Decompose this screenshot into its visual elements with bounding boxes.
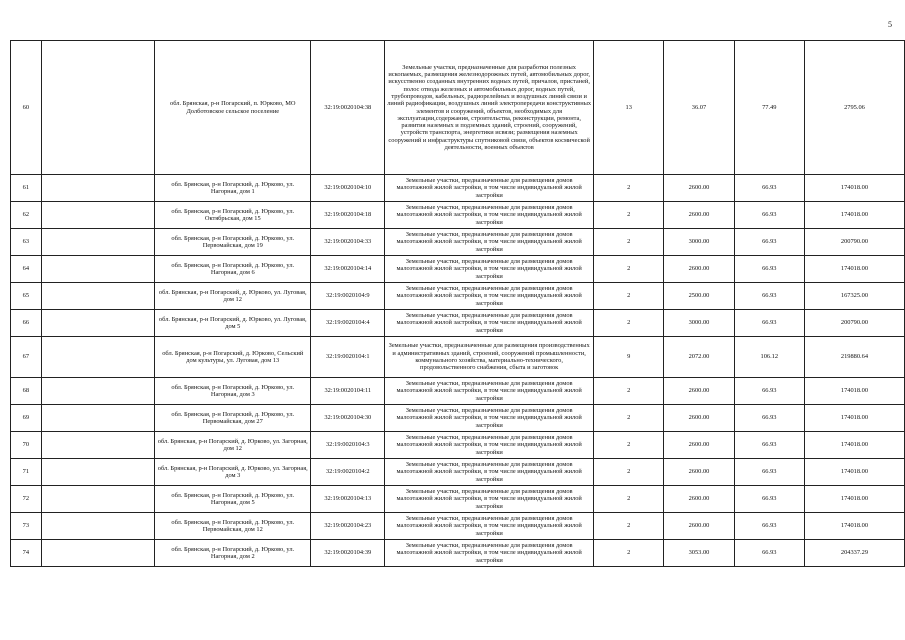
table-row <box>11 310 905 337</box>
area-cell: 3000.00 <box>664 310 734 337</box>
address-cell: обл. Брянская, р-н Погарский, д. Юрково, ул. Нагорная, дом 6 <box>155 256 311 283</box>
table-row <box>11 432 905 459</box>
area-cell: 2600.00 <box>664 432 734 459</box>
area-cell: 36.07 <box>664 41 734 175</box>
address-cell: обл. Брянская, р-н Погарский, п. Юрково, МО Долботовское сельское поселение <box>155 41 311 175</box>
cadastral-value-cell: 174018.00 <box>804 202 904 229</box>
purpose-cell: Земельные участки, предназначенные для размещения домов малоэтажной жилой застройки, в том числе индивидуальной жилой застройки <box>385 540 594 567</box>
table-row <box>11 513 905 540</box>
type-code-cell: 2 <box>594 486 664 513</box>
row-number-cell: 60 <box>11 41 42 175</box>
spacer-cell <box>41 337 154 378</box>
table-row <box>11 256 905 283</box>
type-code-cell: 9 <box>594 337 664 378</box>
purpose-cell: Земельные участки, предназначенные для разработки полезных ископаемых, размещения железнодорожных путей, автомобильных дорог, искусственно созданных внутренних водных путей, причалов, пристаней, полос отвода железных и автомобильных дорог, водных путей, трубопроводов, кабельных, радиорелейных и воздушных линий связи и линий радиофикации, воздушных линий электропередачи конструктивных элементов и сооружений, объектов, необходимых для эксплуатации,содержания, строительства, реконструкции, ремонта, развития наземных и подземных зданий, строений, сооружений, устройств транспорта, энергетики исвязи; размещения наземных сооружений и инфраструктуры спутниковой связи, объектов космической деятельности, военных объектов <box>385 41 594 175</box>
cadastral-number-cell: 32:19:0020104:33 <box>311 229 385 256</box>
rate-cell: 77.49 <box>734 41 804 175</box>
table-row <box>11 229 905 256</box>
address-cell: обл. Брянская, р-н Погарский, д. Юрково, ул. Загорная, дом 3 <box>155 459 311 486</box>
cadastral-number-cell: 32:19:0020104:39 <box>311 540 385 567</box>
row-number-cell: 62 <box>11 202 42 229</box>
address-cell: обл. Брянская, р-н Погарский, д. Юрково, ул. Луговая, дом 5 <box>155 310 311 337</box>
cadastral-value-cell: 174018.00 <box>804 432 904 459</box>
purpose-cell: Земельные участки, предназначенные для размещения производственных и административных зданий, строений, сооружений промышленности, коммунального хозяйства, материально-технического, продовольственного снабжения, сбыта и заготовок <box>385 337 594 378</box>
address-cell: обл. Брянская, р-н Погарский, д. Юрково, ул. Загорная, дом 12 <box>155 432 311 459</box>
area-cell: 2600.00 <box>664 202 734 229</box>
cadastral-value-cell: 174018.00 <box>804 378 904 405</box>
type-code-cell: 2 <box>594 405 664 432</box>
spacer-cell <box>41 459 154 486</box>
type-code-cell: 2 <box>594 283 664 310</box>
area-cell: 2072.00 <box>664 337 734 378</box>
table-row <box>11 337 905 378</box>
rate-cell: 66.93 <box>734 405 804 432</box>
rate-cell: 66.93 <box>734 256 804 283</box>
type-code-cell: 2 <box>594 540 664 567</box>
cadastral-value-cell: 2795.06 <box>804 41 904 175</box>
cadastral-value-cell: 219880.64 <box>804 337 904 378</box>
address-cell: обл. Брянская, р-н Погарский, д. Юрково, ул. Нагорная, дом 2 <box>155 540 311 567</box>
table-row <box>11 41 905 175</box>
rate-cell: 66.93 <box>734 283 804 310</box>
rate-cell: 66.93 <box>734 310 804 337</box>
cadastral-value-cell: 167325.00 <box>804 283 904 310</box>
type-code-cell: 2 <box>594 378 664 405</box>
address-cell: обл. Брянская, р-н Погарский, д. Юрково, ул. Нагорная, дом 3 <box>155 378 311 405</box>
cadastral-value-cell: 200790.00 <box>804 229 904 256</box>
row-number-cell: 61 <box>11 175 42 202</box>
rate-cell: 66.93 <box>734 513 804 540</box>
row-number-cell: 68 <box>11 378 42 405</box>
type-code-cell: 2 <box>594 256 664 283</box>
rate-cell: 66.93 <box>734 486 804 513</box>
spacer-cell <box>41 175 154 202</box>
cadastral-value-cell: 174018.00 <box>804 405 904 432</box>
area-cell: 2600.00 <box>664 486 734 513</box>
type-code-cell: 2 <box>594 229 664 256</box>
row-number-cell: 66 <box>11 310 42 337</box>
cadastral-number-cell: 32:19:0020104:2 <box>311 459 385 486</box>
spacer-cell <box>41 486 154 513</box>
table-row <box>11 283 905 310</box>
table-row <box>11 405 905 432</box>
table-body <box>11 41 905 567</box>
table-row <box>11 459 905 486</box>
spacer-cell <box>41 513 154 540</box>
area-cell: 2600.00 <box>664 175 734 202</box>
address-cell: обл. Брянская, р-н Погарский, д. Юрково, ул. Первомайская, дом 12 <box>155 513 311 540</box>
spacer-cell <box>41 540 154 567</box>
rate-cell: 66.93 <box>734 175 804 202</box>
row-number-cell: 65 <box>11 283 42 310</box>
type-code-cell: 2 <box>594 459 664 486</box>
purpose-cell: Земельные участки, предназначенные для размещения домов малоэтажной жилой застройки, в том числе индивидуальной жилой застройки <box>385 459 594 486</box>
address-cell: обл. Брянская, р-н Погарский, д. Юрково, ул. Нагорная, дом 1 <box>155 175 311 202</box>
rate-cell: 66.93 <box>734 540 804 567</box>
spacer-cell <box>41 310 154 337</box>
cadastral-value-cell: 204337.29 <box>804 540 904 567</box>
cadastral-number-cell: 32:19:0020104:9 <box>311 283 385 310</box>
type-code-cell: 2 <box>594 513 664 540</box>
purpose-cell: Земельные участки, предназначенные для размещения домов малоэтажной жилой застройки, в том числе индивидуальной жилой застройки <box>385 513 594 540</box>
cadastral-value-cell: 174018.00 <box>804 459 904 486</box>
table-row <box>11 175 905 202</box>
area-cell: 2600.00 <box>664 405 734 432</box>
purpose-cell: Земельные участки, предназначенные для размещения домов малоэтажной жилой застройки, в том числе индивидуальной жилой застройки <box>385 405 594 432</box>
table-row <box>11 378 905 405</box>
rate-cell: 106.12 <box>734 337 804 378</box>
purpose-cell: Земельные участки, предназначенные для размещения домов малоэтажной жилой застройки, в том числе индивидуальной жилой застройки <box>385 256 594 283</box>
cadastral-value-cell: 174018.00 <box>804 513 904 540</box>
cadastral-number-cell: 32:19:0020104:1 <box>311 337 385 378</box>
page-number: 5 <box>888 20 892 29</box>
spacer-cell <box>41 41 154 175</box>
cadastral-number-cell: 32:19:0020104:3 <box>311 432 385 459</box>
cadastral-number-cell: 32:19:0020104:10 <box>311 175 385 202</box>
purpose-cell: Земельные участки, предназначенные для размещения домов малоэтажной жилой застройки, в том числе индивидуальной жилой застройки <box>385 229 594 256</box>
address-cell: обл. Брянская, р-н Погарский, д. Юрково, ул. Нагорная, дом 5 <box>155 486 311 513</box>
cadastral-number-cell: 32:19:0020104:18 <box>311 202 385 229</box>
row-number-cell: 70 <box>11 432 42 459</box>
row-number-cell: 64 <box>11 256 42 283</box>
rate-cell: 66.93 <box>734 229 804 256</box>
land-plots-table <box>10 40 905 567</box>
cadastral-number-cell: 32:19:0020104:38 <box>311 41 385 175</box>
row-number-cell: 72 <box>11 486 42 513</box>
cadastral-number-cell: 32:19:0020104:13 <box>311 486 385 513</box>
row-number-cell: 67 <box>11 337 42 378</box>
table-row <box>11 486 905 513</box>
table-row <box>11 540 905 567</box>
rate-cell: 66.93 <box>734 459 804 486</box>
area-cell: 2600.00 <box>664 513 734 540</box>
type-code-cell: 2 <box>594 175 664 202</box>
area-cell: 2600.00 <box>664 256 734 283</box>
purpose-cell: Земельные участки, предназначенные для размещения домов малоэтажной жилой застройки, в том числе индивидуальной жилой застройки <box>385 378 594 405</box>
area-cell: 2600.00 <box>664 459 734 486</box>
row-number-cell: 73 <box>11 513 42 540</box>
address-cell: обл. Брянская, р-н Погарский, д. Юрково, ул. Луговая, дом 12 <box>155 283 311 310</box>
purpose-cell: Земельные участки, предназначенные для размещения домов малоэтажной жилой застройки, в том числе индивидуальной жилой застройки <box>385 432 594 459</box>
spacer-cell <box>41 256 154 283</box>
area-cell: 2500.00 <box>664 283 734 310</box>
table-row <box>11 202 905 229</box>
row-number-cell: 74 <box>11 540 42 567</box>
cadastral-number-cell: 32:19:0020104:4 <box>311 310 385 337</box>
spacer-cell <box>41 378 154 405</box>
row-number-cell: 63 <box>11 229 42 256</box>
purpose-cell: Земельные участки, предназначенные для размещения домов малоэтажной жилой застройки, в том числе индивидуальной жилой застройки <box>385 175 594 202</box>
address-cell: обл. Брянская, р-н Погарский, д. Юрково, ул. Октябрьская, дом 15 <box>155 202 311 229</box>
purpose-cell: Земельные участки, предназначенные для размещения домов малоэтажной жилой застройки, в том числе индивидуальной жилой застройки <box>385 310 594 337</box>
cadastral-value-cell: 174018.00 <box>804 256 904 283</box>
address-cell: обл. Брянская, р-н Погарский, д. Юрково, ул. Первомайская, дом 19 <box>155 229 311 256</box>
spacer-cell <box>41 432 154 459</box>
cadastral-number-cell: 32:19:0020104:11 <box>311 378 385 405</box>
cadastral-value-cell: 174018.00 <box>804 486 904 513</box>
cadastral-number-cell: 32:19:0020104:14 <box>311 256 385 283</box>
type-code-cell: 2 <box>594 432 664 459</box>
purpose-cell: Земельные участки, предназначенные для размещения домов малоэтажной жилой застройки, в том числе индивидуальной жилой застройки <box>385 283 594 310</box>
spacer-cell <box>41 283 154 310</box>
row-number-cell: 69 <box>11 405 42 432</box>
area-cell: 3053.00 <box>664 540 734 567</box>
rate-cell: 66.93 <box>734 202 804 229</box>
type-code-cell: 2 <box>594 310 664 337</box>
spacer-cell <box>41 202 154 229</box>
cadastral-number-cell: 32:19:0020104:23 <box>311 513 385 540</box>
row-number-cell: 71 <box>11 459 42 486</box>
cadastral-value-cell: 200790.00 <box>804 310 904 337</box>
cadastral-value-cell: 174018.00 <box>804 175 904 202</box>
rate-cell: 66.93 <box>734 432 804 459</box>
type-code-cell: 2 <box>594 202 664 229</box>
address-cell: обл. Брянская, р-н Погарский, д. Юрково, Сельский дом культуры, ул. Луговая, дом 13 <box>155 337 311 378</box>
address-cell: обл. Брянская, р-н Погарский, д. Юрково, ул. Первомайская, дом 27 <box>155 405 311 432</box>
spacer-cell <box>41 229 154 256</box>
purpose-cell: Земельные участки, предназначенные для размещения домов малоэтажной жилой застройки, в том числе индивидуальной жилой застройки <box>385 202 594 229</box>
cadastral-number-cell: 32:19:0020104:30 <box>311 405 385 432</box>
spacer-cell <box>41 405 154 432</box>
type-code-cell: 13 <box>594 41 664 175</box>
area-cell: 2600.00 <box>664 378 734 405</box>
purpose-cell: Земельные участки, предназначенные для размещения домов малоэтажной жилой застройки, в том числе индивидуальной жилой застройки <box>385 486 594 513</box>
area-cell: 3000.00 <box>664 229 734 256</box>
rate-cell: 66.93 <box>734 378 804 405</box>
